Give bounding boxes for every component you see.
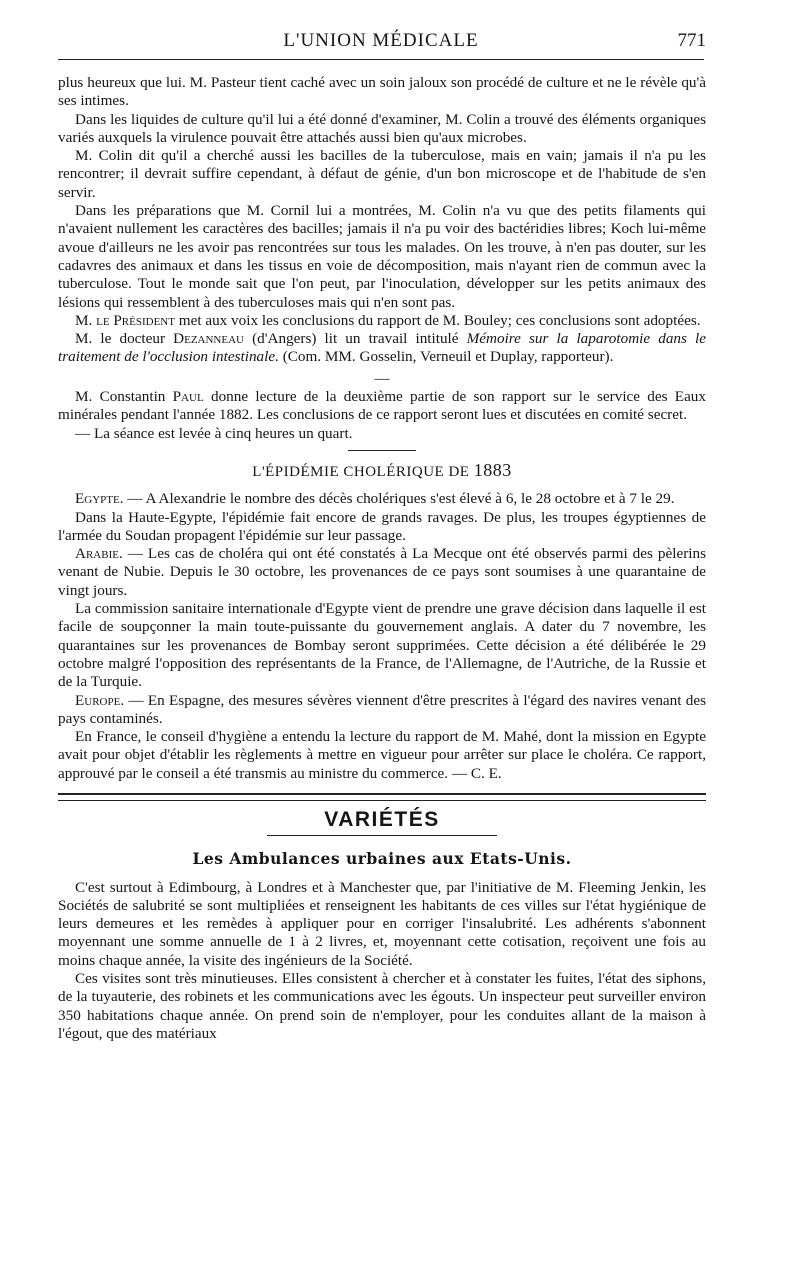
journal-title: L'UNION MÉDICALE xyxy=(283,30,479,51)
president-name: le Président xyxy=(96,311,175,329)
section-title xyxy=(58,461,706,481)
text-run: (Com. MM. Gosselin, Verneuil et Duplay, rapporteur). xyxy=(278,348,614,366)
text-run: M. Constantin xyxy=(75,388,173,406)
paragraph: plus heureux que lui. M. Pasteur tient caché avec un soin jaloux son procédé de culture et ne le révèle qu'à ses intimes. xyxy=(58,74,706,110)
text-run: — Les cas de choléra qui ont été constatés à La Mecque ont été observés parmi des pèlerins venant de Nubie. Depuis le 30 octobre, les provenances de ce pays sont soumises à une quarantaine de vingt jours. xyxy=(58,545,706,599)
text-run: — En Espagne, des mesures sévères viennent d'être prescrites à l'égard des navires venant des pays contaminés. xyxy=(58,691,706,727)
text-run: (d'Angers) lit un travail intitulé xyxy=(244,330,467,348)
dezanneau-paragraph xyxy=(58,330,706,367)
paragraph: Ces visites sont très minutieuses. Elles consistent à chercher et à constater les fuites, l'état des siphons, de la tuyauterie, des robinets et les communications avec les égouts. Un inspecteur peut surveiller environ 350 habitations chaque année. On prend soin de n'employer, pour les conduites allant de la maison à l'égout, que des matériaux xyxy=(58,970,706,1042)
text-run: met aux voix les conclusions du rapport de M. Bouley; ces conclusions sont adoptées. xyxy=(174,311,701,329)
author-name: Paul xyxy=(172,388,204,406)
paul-paragraph xyxy=(58,388,706,425)
paragraph: C'est surtout à Edimbourg, à Londres et à Manchester que, par l'initiative de M. Fleeming Jenkin, les Sociétés de salubrité se sont multipliées et renseignent les habitants de ces villes sur l'état hygiénique de leurs demeures et les remèdes à appliquer pour en corriger l'insalubrité. Les adhérents s'abonnent moyennant une somme annuelle de 1 à 2 livres, et, moyennant cette cotisation, reçoivent une fois au moins chaque année, la visite des ingénieurs de la Société. xyxy=(58,878,706,969)
section-year: 1883 xyxy=(473,459,512,480)
paragraph: Dans les liquides de culture qu'il lui a été donné d'examiner, M. Colin a trouvé des éléments organiques variés auxquels la virulence pouvait être attachés aussi bien qu'aux microbes. xyxy=(58,110,706,146)
arabie-paragraph xyxy=(58,545,706,600)
egypte-paragraph xyxy=(58,490,706,508)
paragraph: Dans la Haute-Egypte, l'épidémie fait encore de grands ravages. De plus, les troupes égyptiennes de l'armée du Soudan propagent l'épidémie sur leur passage. xyxy=(58,508,706,544)
running-header xyxy=(58,30,704,54)
text-run: donne lecture de la deuxième partie de son rapport sur le service des Eaux minérales pendant l'année 1882. Les conclusions de ce rapport seront lues et discutées en comité secret. xyxy=(58,388,706,424)
article-body xyxy=(58,74,706,1043)
president-paragraph xyxy=(58,312,706,330)
author-name: Dezanneau xyxy=(173,330,244,348)
country-label: Egypte. xyxy=(75,490,124,508)
heading-underline xyxy=(267,835,497,836)
short-rule xyxy=(348,450,416,451)
seance-paragraph: — La séance est levée à cinq heures un quart. xyxy=(75,424,353,442)
europe-paragraph xyxy=(58,692,706,729)
article-subtitle: Les Ambulances urbaines aux Etats-Unis. xyxy=(192,849,572,869)
paragraph: La commission sanitaire internationale d'Egypte vient de prendre une grave décision dans laquelle il est facile de soupçonner la main toute-puissante du gouvernement anglais. A dater du 7 novembre, les quarantaines sur les provenances de Bombay seront supprimées. Cette décision a été délibérée le 29 octobre malgré l'opposition des représentants de la France, de l'Allemagne, de l'Autriche, de la Russie et de la Turquie. xyxy=(58,600,706,691)
paragraph: En France, le conseil d'hygiène a entendu la lecture du rapport de M. Mahé, dont la mission en Egypte avait pour objet d'établir les règlements à mettre en vigueur pour arrêter sur place le choléra. Ce rapport, approuvé par le conseil a été transmis au ministre du commerce. — C. E. xyxy=(58,728,706,782)
separator-dash: — xyxy=(374,370,390,387)
paragraph: M. Colin dit qu'il a cherché aussi les bacilles de la tuberculose, mais en vain; jamais il n'a pu les rencontrer; il devrait suffire cependant, à défaut de génie, d'un bon microscope et de l'habitude de s'en servir. xyxy=(58,147,706,201)
country-label: Arabie. xyxy=(75,545,123,563)
text-run: — A Alexandrie le nombre des décès cholériques s'est élevé à 6, le 28 octobre et à 7 le 29. xyxy=(123,490,675,508)
text-run: M. xyxy=(75,311,97,329)
page-number: 771 xyxy=(677,30,706,51)
text-run: M. le docteur xyxy=(75,330,174,348)
country-label: Europe. xyxy=(75,691,125,709)
section-title-text: L'ÉPIDÉMIE CHOLÉRIQUE DE xyxy=(252,463,474,480)
double-rule xyxy=(58,793,706,801)
paragraph: Dans les préparations que M. Cornil lui a montrées, M. Colin n'a vu que des petits filaments qui n'avaient nullement les caractères des bacilles; jamais il n'a pu voir des bactéridies libres; Koch lui-même avoue d'ailleurs ne les avoir pas rencontrées sur tous les malades. On les trouve, à n'en pas douter, sur les cadavres des animaux et dans les tissus en voie de décomposition, mais n'ayant rien de commun avec la tuberculose. Tout le monde sait que l'on peut, par l'inoculation, développer sur les petits animaux des lésions qui ressemblent à des tuberculoses mais qui n'en sont pas. xyxy=(58,202,706,311)
varietes-heading: VARIÉTÉS xyxy=(324,807,440,831)
header-rule xyxy=(58,59,704,60)
memoir-title: Mémoire sur la laparotomie dans le traitement de l'occlusion intestinale. xyxy=(58,330,706,366)
